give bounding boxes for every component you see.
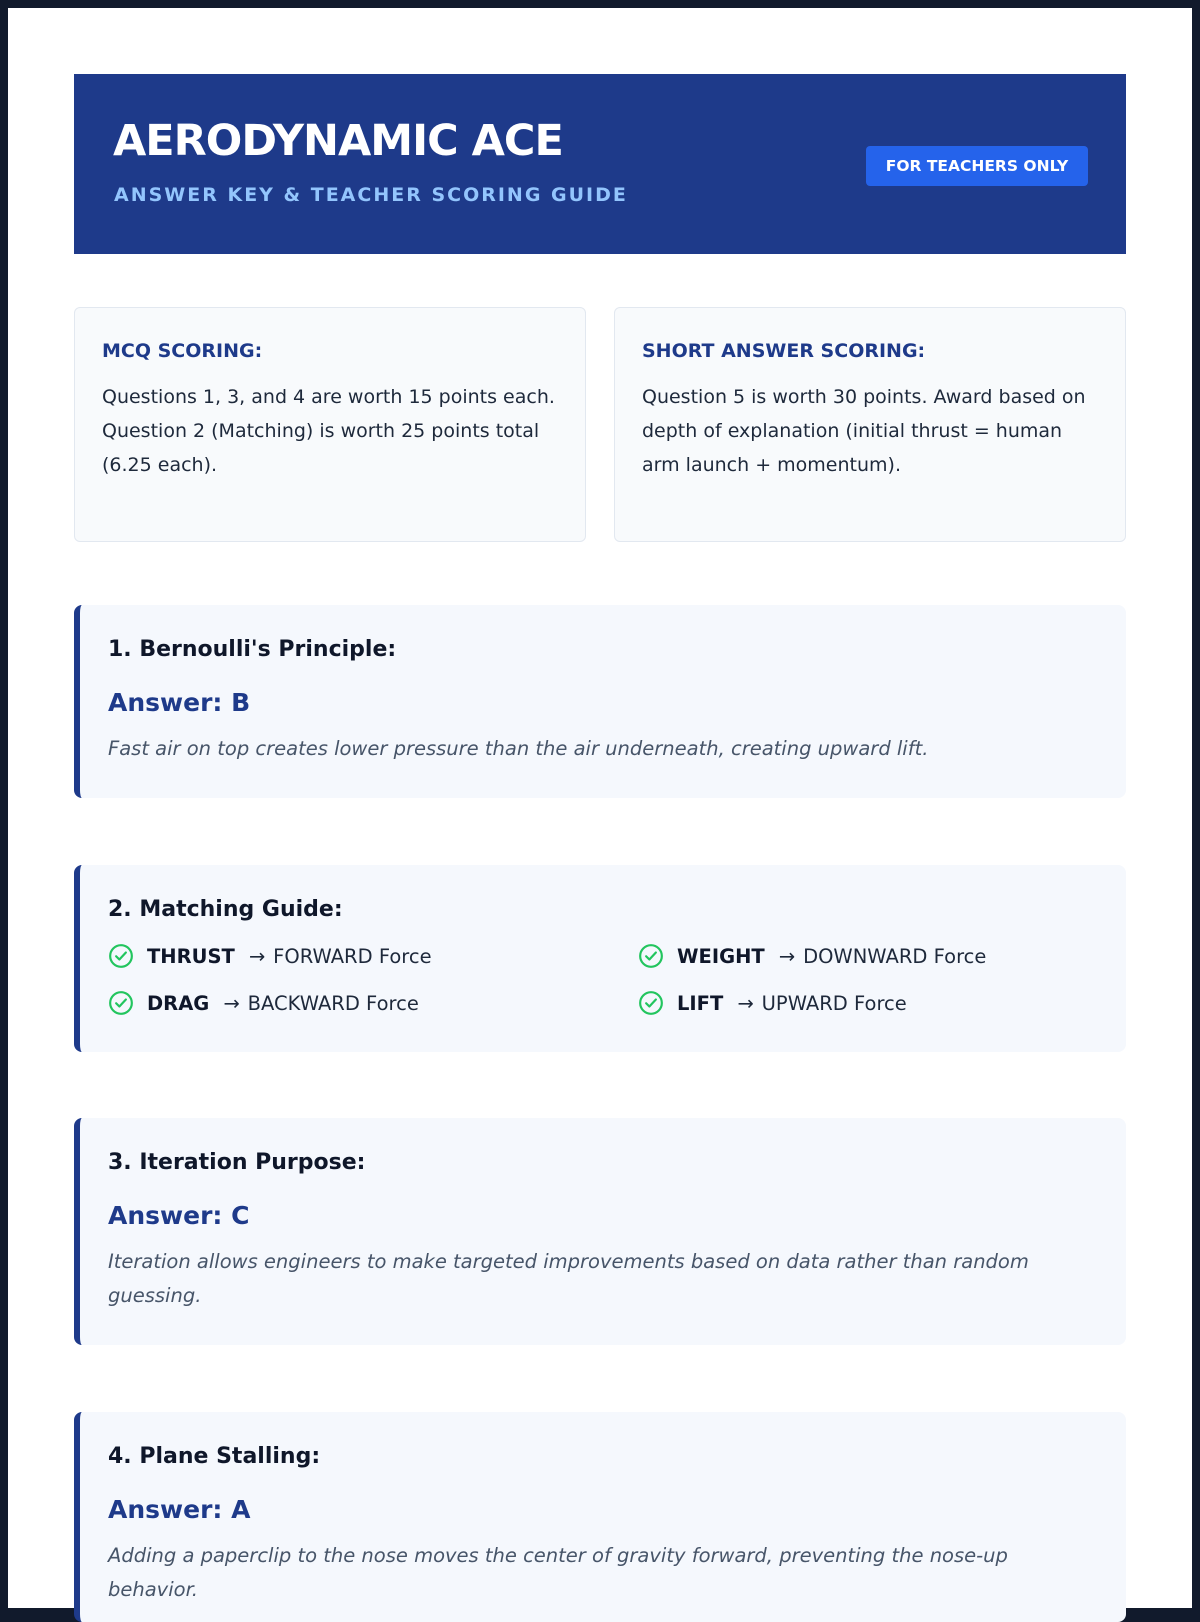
match-item bbox=[108, 988, 419, 1018]
match-force: DOWNWARD Force bbox=[803, 944, 987, 968]
question-card-1 bbox=[74, 605, 1126, 798]
match-force: UPWARD Force bbox=[761, 991, 907, 1015]
match-term: THRUST bbox=[147, 944, 235, 968]
question-title: 1. Bernoulli's Principle: bbox=[108, 637, 397, 662]
mcq-scoring-line-1: Questions 1, 3, and 4 are worth 15 points each. bbox=[102, 386, 555, 408]
match-term: WEIGHT bbox=[677, 944, 765, 968]
question-title: 4. Plane Stalling: bbox=[108, 1444, 321, 1469]
question-explanation: Fast air on top creates lower pressure than the air underneath, creating upward lift. bbox=[108, 737, 929, 760]
match-force: BACKWARD Force bbox=[247, 991, 419, 1015]
check-circle-icon bbox=[638, 990, 664, 1016]
match-force: FORWARD Force bbox=[273, 944, 432, 968]
match-term: DRAG bbox=[147, 991, 210, 1015]
check-circle-icon bbox=[638, 943, 664, 969]
match-term: LIFT bbox=[677, 991, 724, 1015]
match-item bbox=[638, 941, 986, 971]
short-answer-scoring-box bbox=[614, 307, 1126, 542]
short-answer-scoring-text: Question 5 is worth 30 points. Award based on depth of explanation (initial thrust = human arm launch + momentum). bbox=[642, 386, 1086, 476]
page-subtitle: ANSWER KEY & TEACHER SCORING GUIDE bbox=[114, 184, 628, 206]
answer-key-page bbox=[8, 8, 1192, 1608]
mcq-scoring-heading: MCQ SCORING: bbox=[102, 340, 263, 362]
question-title: 3. Iteration Purpose: bbox=[108, 1150, 366, 1175]
mcq-scoring-line-2: Question 2 (Matching) is worth 25 points total (6.25 each). bbox=[102, 420, 540, 476]
match-item bbox=[638, 988, 907, 1018]
question-card-3 bbox=[74, 1118, 1126, 1345]
question-card-2 bbox=[74, 865, 1126, 1052]
arrow-icon: → bbox=[223, 991, 240, 1015]
teachers-only-badge: FOR TEACHERS ONLY bbox=[866, 146, 1088, 186]
question-explanation: Adding a paperclip to the nose moves the center of gravity forward, preventing the nose-up behavior. bbox=[108, 1544, 1008, 1601]
arrow-icon: → bbox=[248, 944, 266, 968]
check-circle-icon bbox=[108, 990, 134, 1016]
arrow-icon: → bbox=[778, 944, 796, 968]
question-answer: Answer: A bbox=[108, 1495, 251, 1524]
question-card-4 bbox=[74, 1412, 1126, 1622]
mcq-scoring-box bbox=[74, 307, 586, 542]
check-circle-icon bbox=[108, 943, 134, 969]
short-answer-scoring-heading: SHORT ANSWER SCORING: bbox=[642, 340, 926, 362]
arrow-icon: → bbox=[737, 991, 754, 1015]
match-item bbox=[108, 941, 432, 971]
question-explanation: Iteration allows engineers to make targeted improvements based on data rather than random guessing. bbox=[108, 1250, 1029, 1307]
question-title: 2. Matching Guide: bbox=[108, 897, 343, 922]
question-answer: Answer: B bbox=[108, 688, 251, 717]
question-answer: Answer: C bbox=[108, 1201, 250, 1230]
page-header bbox=[74, 74, 1126, 254]
page-title: AERODYNAMIC ACE bbox=[113, 116, 563, 166]
